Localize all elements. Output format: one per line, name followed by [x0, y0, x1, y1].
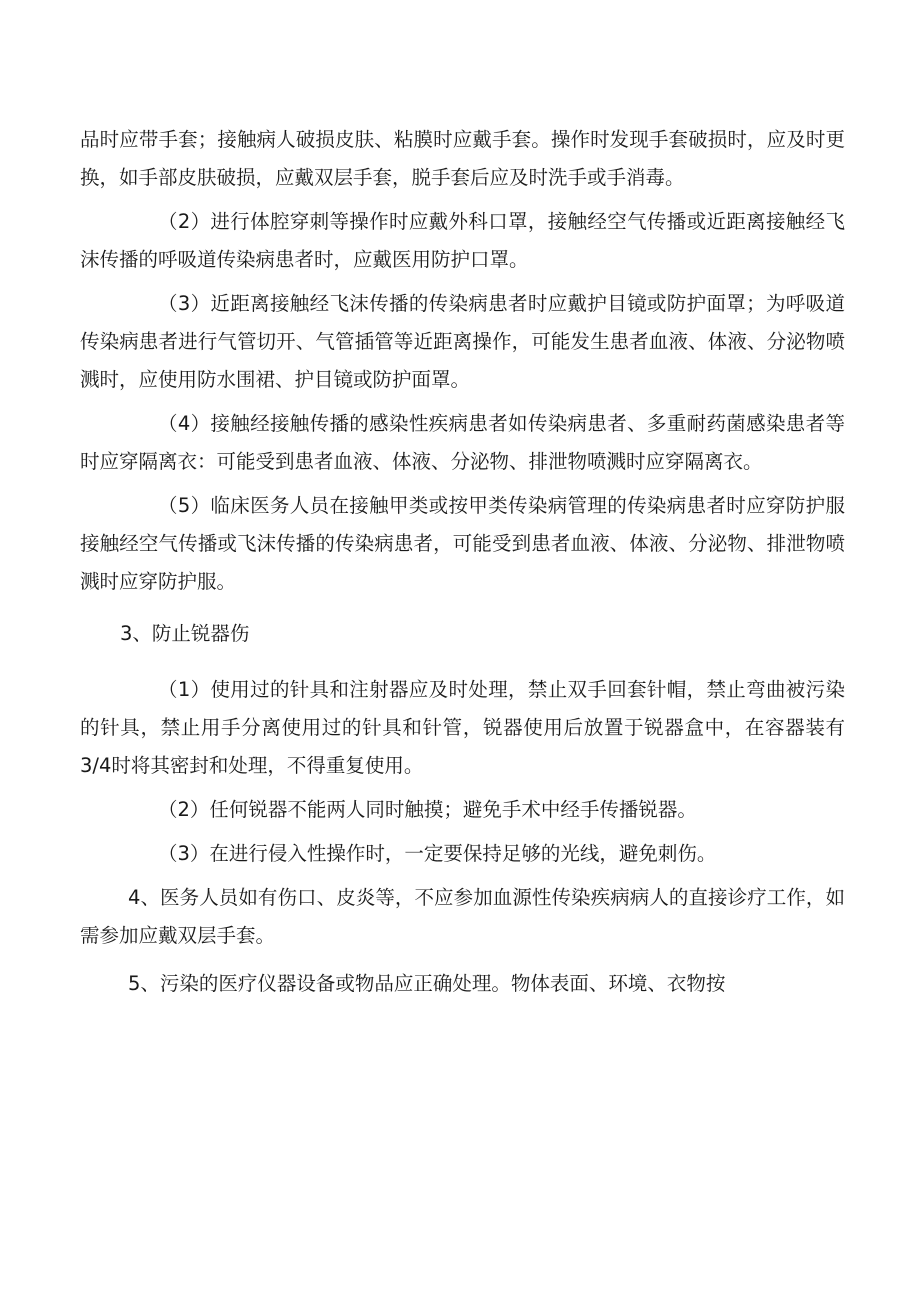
- paragraph-sharps-handling: （2）任何锐器不能两人同时触摸；避免手术中经手传播锐器。: [158, 798, 697, 821]
- paragraph-goggles: （3）近距离接触经飞沫传播的传染病患者时应戴护目镜或防护面罩；为呼吸道传染病患者进行气管切开、气管插管等近距离操作，可能发生患者血液、体液、分泌物喷溅时，应使用防水围裙、护目镜或防护面罩。: [80, 292, 845, 391]
- paragraph-gloves: 品时应带手套；接触病人破损皮肤、粘膜时应戴手套。操作时发现手套破损时，应及时更换，如手部皮肤破损，应戴双层手套，脱手套后应及时洗手或手消毒。: [80, 128, 845, 189]
- paragraph-wounds: 4、医务人员如有伤口、皮炎等，不应参加血源性传染疾病病人的直接诊疗工作，如需参加应戴双层手套。: [80, 886, 845, 947]
- section-heading-sharps: 3、防止锐器伤: [120, 622, 250, 645]
- paragraph-masks: （2）进行体腔穿刺等操作时应戴外科口罩，接触经空气传播或近距离接触经飞沫传播的呼吸道传染病患者时，应戴医用防护口罩。: [80, 210, 845, 271]
- paragraph-invasive-procedures: （3）在进行侵入性操作时，一定要保持足够的光线，避免刺伤。: [158, 842, 717, 865]
- paragraph-isolation-gown: （4）接触经接触传播的感染性疾病患者如传染病患者、多重耐药菌感染患者等时应穿隔离衣：可能受到患者血液、体液、分泌物、排泄物喷溅时应穿隔离衣。: [80, 412, 845, 473]
- paragraph-protective-suit: （5）临床医务人员在接触甲类或按甲类传染病管理的传染病患者时应穿防护服 接触经空气传播或飞沫传播的传染病患者，可能受到患者血液、体液、分泌物、排泄物喷溅时应穿防护服。: [80, 494, 845, 593]
- paragraph-contaminated-equipment: 5、污染的医疗仪器设备或物品应正确处理。物体表面、环境、衣物按: [128, 972, 726, 995]
- document-body: [80, 121, 845, 1003]
- paragraph-needles: （1）使用过的针具和注射器应及时处理，禁止双手回套针帽，禁止弯曲被污染的针具，禁止用手分离使用过的针具和针管，锐器使用后放置于锐器盒中，在容器装有3/4时将其密封和处理，不得重复使用。: [80, 678, 845, 777]
